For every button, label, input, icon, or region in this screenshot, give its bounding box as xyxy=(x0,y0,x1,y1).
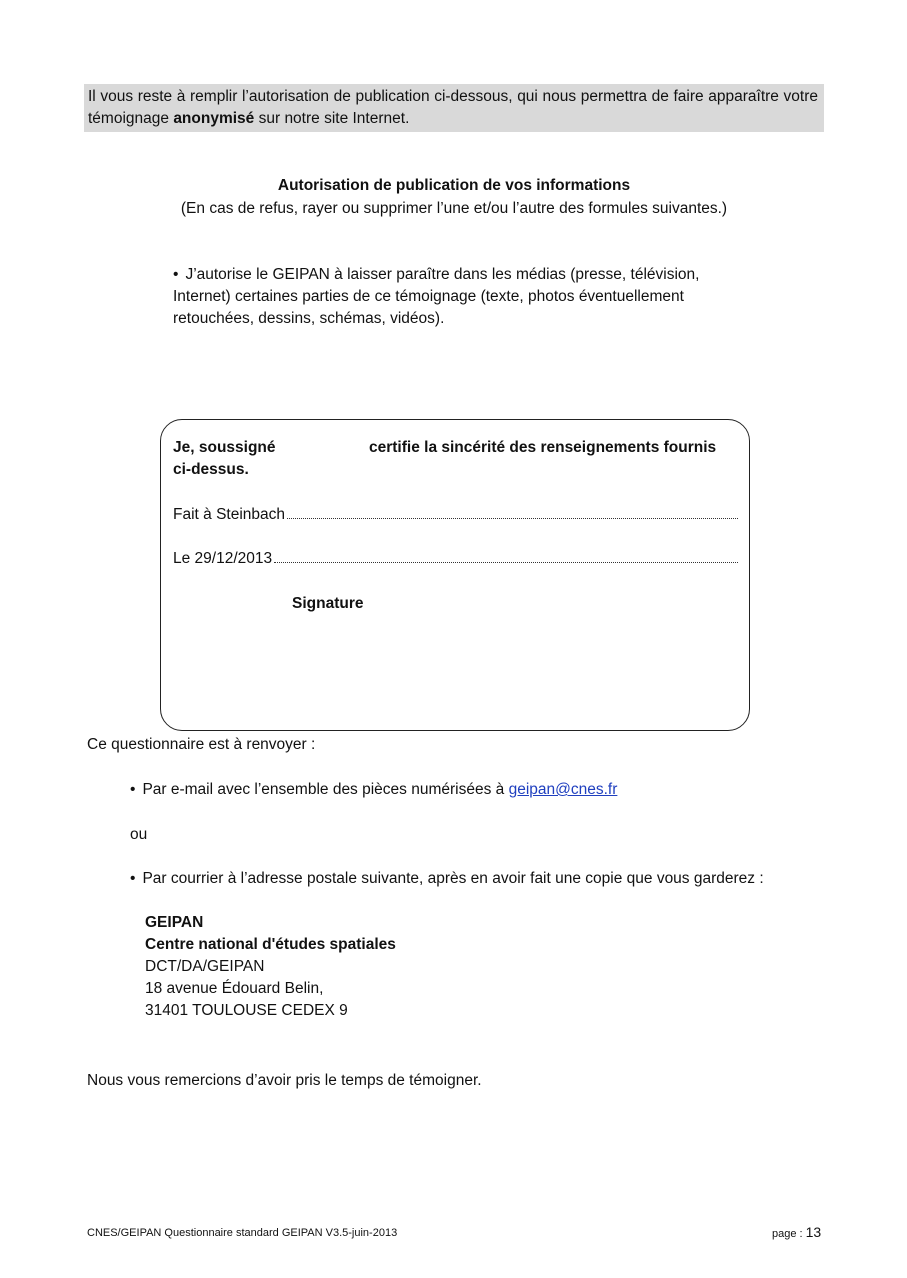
notice-bold-word: anonymisé xyxy=(173,110,255,127)
certify-part-1: Je, soussigné xyxy=(173,439,276,456)
place-field[interactable] xyxy=(173,504,738,526)
date-dotted-line xyxy=(274,548,738,563)
signature-label: Signature xyxy=(292,595,364,612)
email-link[interactable]: geipan@cnes.fr xyxy=(508,781,618,798)
page-label: page : xyxy=(772,1228,806,1240)
return-intro: Ce questionnaire est à renvoyer : xyxy=(87,736,316,753)
notice-text-start: Il vous reste à remplir l’autorisation de publication ci-dessous, qui nous permettra de faire apparaître votre témoignage xyxy=(88,88,818,127)
certify-part-3: ci-dessus. xyxy=(173,461,249,478)
closing-thanks: Nous vous remercions d’avoir pris le temps de témoigner. xyxy=(87,1072,482,1089)
consent-line-3: retouchées, dessins, schémas, vidéos). xyxy=(173,310,445,327)
certify-part-2: certifie la sincérité des renseignements fournis xyxy=(369,439,717,456)
date-field[interactable] xyxy=(173,548,738,570)
address-line-3: DCT/DA/GEIPAN xyxy=(145,958,265,975)
place-label: Fait à Steinbach xyxy=(173,506,286,523)
consent-line-1: • J’autorise le GEIPAN à laisser paraître dans les médias (presse, télévision, xyxy=(173,264,773,286)
place-dotted-line xyxy=(287,504,738,519)
authorization-title: Autorisation de publication de vos informations xyxy=(277,177,631,194)
email-option-text: Par e-mail avec l’ensemble des pièces numérisées à xyxy=(142,781,509,798)
address-line-4: 18 avenue Édouard Belin, xyxy=(145,980,324,997)
consent-line-2: Internet) certaines parties de ce témoignage (texte, photos éventuellement xyxy=(173,288,684,305)
authorization-subtitle: (En cas de refus, rayer ou supprimer l’une et/ou l’autre des formules suivantes.) xyxy=(180,200,728,217)
address-line-1: GEIPAN xyxy=(145,914,204,931)
postal-address xyxy=(145,912,396,1022)
notice-text-end: sur notre site Internet. xyxy=(254,110,410,127)
email-option xyxy=(130,779,617,801)
footer-document-id: CNES/GEIPAN Questionnaire standard GEIPAN V3.5-juin-2013 xyxy=(87,1227,398,1239)
or-text: ou xyxy=(130,826,148,843)
page-number: 13 xyxy=(805,1224,822,1240)
footer-page-number xyxy=(772,1224,821,1240)
consent-statement xyxy=(173,264,773,330)
address-line-2: Centre national d'études spatiales xyxy=(145,936,396,953)
publication-notice xyxy=(84,84,824,132)
address-line-5: 31401 TOULOUSE CEDEX 9 xyxy=(145,1002,348,1019)
post-option: • Par courrier à l’adresse postale suivante, après en avoir fait une copie que vous garderez : xyxy=(130,868,764,890)
date-label: Le 29/12/2013 xyxy=(173,550,273,567)
